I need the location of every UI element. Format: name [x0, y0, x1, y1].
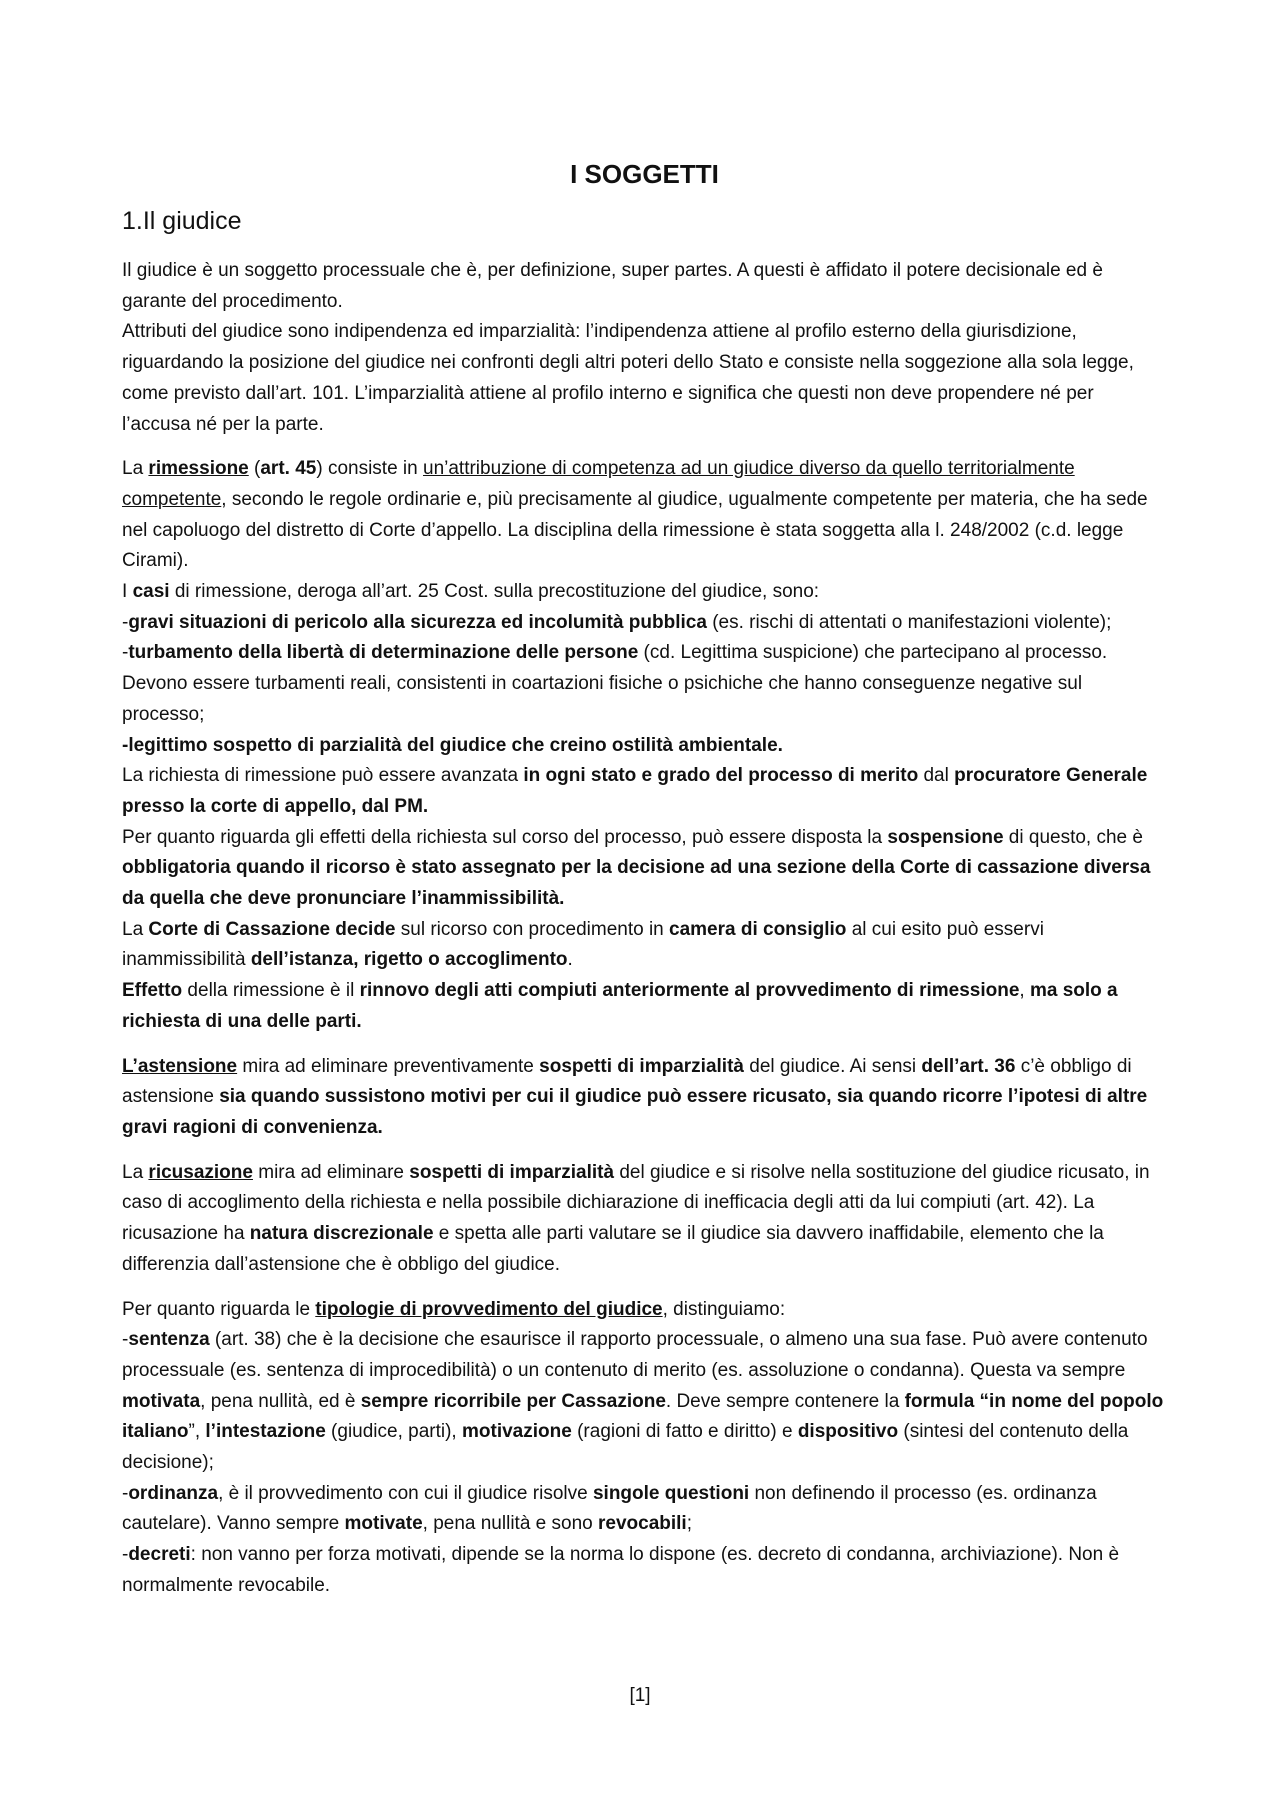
text-run: art. 45	[260, 458, 317, 480]
text-run: in ogni stato e grado del processo di merito	[523, 765, 919, 787]
text-run: , pena nullità e sono	[422, 1513, 598, 1535]
text-run: (ragioni di fatto e diritto) e	[571, 1421, 798, 1443]
text-run: dell’art. 36	[921, 1055, 1016, 1077]
text-run: di rimessione, deroga all’art. 25 Cost. sulla precostituzione del giudice, sono:	[169, 581, 820, 603]
text-run: -	[122, 1544, 129, 1566]
text-run: . Deve sempre contenere la	[665, 1390, 905, 1412]
body-text	[122, 256, 1167, 1602]
document-title: I SOGGETTI	[570, 159, 719, 189]
text-run: (art. 38) che è la decisione che esaurisce il rapporto processuale, o almeno una sua fase. Può avere contenuto processuale (es. sentenza di improcedibilità) o un contenuto di merito (es. assoluzione o condanna). Questa va sempre	[122, 1329, 1148, 1381]
text-run: , pena nullità, ed è	[200, 1390, 361, 1412]
text-run: La	[122, 918, 149, 940]
text-run: Per quanto riguarda gli effetti della richiesta sul corso del processo, può essere disposta la	[122, 826, 888, 848]
text-run: del giudice. Ai sensi	[743, 1055, 922, 1077]
text-run: I	[122, 581, 133, 603]
text-run: La	[122, 458, 149, 480]
text-run: natura discrezionale	[249, 1223, 434, 1245]
text-run: Il giudice è un soggetto processuale che è, per definizione, super partes. A questi è affidato il potere decisionale ed è garante del procedimento.	[122, 260, 1103, 312]
paragraph	[122, 454, 1167, 1037]
text-run: singole questioni	[592, 1482, 750, 1504]
text-run: della rimessione è il	[182, 980, 360, 1002]
text-run: -legittimo sospetto di parzialità del giudice che creino ostilità ambientale.	[122, 734, 783, 756]
text-run: dispositivo	[797, 1421, 899, 1443]
text-run: e spetta alle parti valutare se il giudice sia davvero inaffidabile, elemento che la differenzia dall’astensione che è obbligo del giudice.	[122, 1223, 1104, 1275]
text-run: ricusazione	[148, 1161, 253, 1183]
text-run: non definendo il processo (es. ordinanza cautelare). Vanno sempre	[122, 1482, 1097, 1535]
text-run: sempre ricorribile per Cassazione	[360, 1390, 666, 1412]
text-run: mira ad eliminare preventivamente	[237, 1055, 540, 1077]
text-run: .	[567, 949, 573, 971]
text-run: ”,	[188, 1421, 206, 1443]
text-run: sul ricorso con procedimento in	[395, 918, 670, 940]
text-run: (cd. Legittima suspicione) che partecipano al processo. Devono essere turbamenti reali, consistenti in coartazioni fisiche o psichiche che hanno conseguenze negative sul processo;	[122, 642, 1108, 725]
text-run: sentenza	[128, 1329, 210, 1351]
text-run: formula “in nome del popolo italiano	[122, 1390, 1164, 1443]
text-run: di questo, che è	[1003, 826, 1143, 848]
paragraph	[122, 1158, 1167, 1281]
text-run: , è il provvedimento con cui il giudice risolve	[218, 1482, 593, 1504]
paragraph	[122, 1295, 1167, 1602]
text-run: sospetti di imparzialità	[409, 1161, 615, 1183]
text-run: Per quanto riguarda le	[122, 1298, 316, 1320]
text-run: un’attribuzione di competenza ad un giudice diverso da quello territorialmente competente	[122, 458, 1075, 510]
text-run: -	[122, 1329, 129, 1351]
text-run: motivate	[344, 1513, 423, 1535]
text-run: sospensione	[887, 826, 1004, 848]
text-run: tipologie di provvedimento del giudice	[315, 1298, 663, 1320]
text-run: (giudice, parti),	[325, 1421, 462, 1443]
text-run: -	[122, 1482, 129, 1504]
text-run: gravi situazioni di pericolo alla sicurezza ed incolumità pubblica	[128, 611, 707, 633]
text-run: ordinanza	[128, 1482, 219, 1504]
text-run: decreti	[128, 1544, 191, 1566]
text-run: -	[122, 611, 129, 633]
text-run: motivata	[122, 1390, 201, 1412]
text-run: La	[122, 1161, 149, 1183]
text-run: camera di consiglio	[669, 918, 847, 940]
text-run: ,	[1019, 980, 1030, 1002]
text-run: rinnovo degli atti compiuti anteriormente al provvedimento di rimessione	[359, 980, 1020, 1002]
text-run: turbamento della libertà di determinazione delle persone	[128, 642, 639, 664]
paragraph	[122, 1052, 1167, 1144]
text-run: dal	[918, 765, 955, 787]
text-run: rimessione	[148, 458, 249, 480]
text-run: mira ad eliminare	[252, 1161, 410, 1183]
text-run: (	[248, 458, 261, 480]
section-heading: 1.Il giudice	[122, 207, 242, 235]
paragraph	[122, 256, 1167, 440]
text-run: sia quando sussistono motivi per cui il giudice può essere ricusato, sia quando ricorre l’ipotesi di altre gravi ragioni di convenienza.	[122, 1086, 1148, 1138]
page-content	[122, 156, 1167, 1616]
text-run: ;	[686, 1513, 692, 1535]
text-run: revocabili	[598, 1513, 687, 1535]
text-run: Attributi del giudice sono indipendenza ed imparzialità: l’indipendenza attiene al profilo esterno della giurisdizione, riguardando la posizione del giudice nei confronti degli altri poteri dello Stato e consiste nella soggezione alla sola legge, come previsto dall’art. 101. L’imparzialità attiene al profilo interno e significa che questi non deve propendere né per l’accusa né per la parte.	[122, 321, 1134, 435]
text-run: , distinguiamo:	[662, 1298, 786, 1320]
text-run: al cui esito può esservi inammissibilità	[122, 918, 1044, 971]
text-run: Effetto	[122, 980, 183, 1002]
text-run: Corte di Cassazione decide	[148, 918, 396, 940]
text-run: L’astensione	[122, 1055, 238, 1077]
text-run: sospetti di imparzialità	[539, 1055, 744, 1077]
text-run: obbligatoria quando il ricorso è stato assegnato per la decisione ad una sezione della Corte di cassazione diversa da quella che deve pronunciare l’inammissibilità.	[122, 857, 1151, 910]
text-run: motivazione	[462, 1421, 572, 1443]
text-run: ) consiste in	[316, 458, 423, 480]
text-run: (sintesi del contenuto della decisione);	[122, 1421, 1129, 1474]
page-number: [1]	[629, 1685, 651, 1706]
text-run: l’intestazione	[205, 1421, 326, 1443]
text-run: (es. rischi di attentati o manifestazioni violente);	[706, 611, 1112, 633]
text-run: dell’istanza, rigetto o accoglimento	[250, 949, 568, 971]
text-run: ma solo a richiesta di una delle parti.	[122, 980, 1118, 1032]
text-run: -	[122, 642, 129, 664]
text-run: La richiesta di rimessione può essere avanzata	[122, 765, 524, 787]
text-run: : non vanno per forza motivati, dipende se la norma lo dispone (es. decreto di condanna, archiviazione). Non è normalmente revocabile.	[122, 1544, 1120, 1596]
text-run: casi	[132, 581, 170, 603]
text-run: , secondo le regole ordinarie e, più precisamente al giudice, ugualmente competente per materia, che ha sede nel capoluogo del distretto di Corte d’appello. La disciplina della rimessione è stata soggetta alla l. 248/2002 (c.d. legge Cirami).	[122, 488, 1148, 572]
text-run: del giudice e si risolve nella sostituzione del giudice ricusato, in caso di accoglimento della richiesta e nella possibile dichiarazione di inefficacia degli atti da lui compiuti (art. 42). La ricusazione ha	[122, 1161, 1150, 1245]
text-run: procuratore Generale presso la corte di appello, dal PM.	[122, 765, 1148, 817]
text-run: c’è obbligo di astensione	[122, 1055, 1132, 1108]
